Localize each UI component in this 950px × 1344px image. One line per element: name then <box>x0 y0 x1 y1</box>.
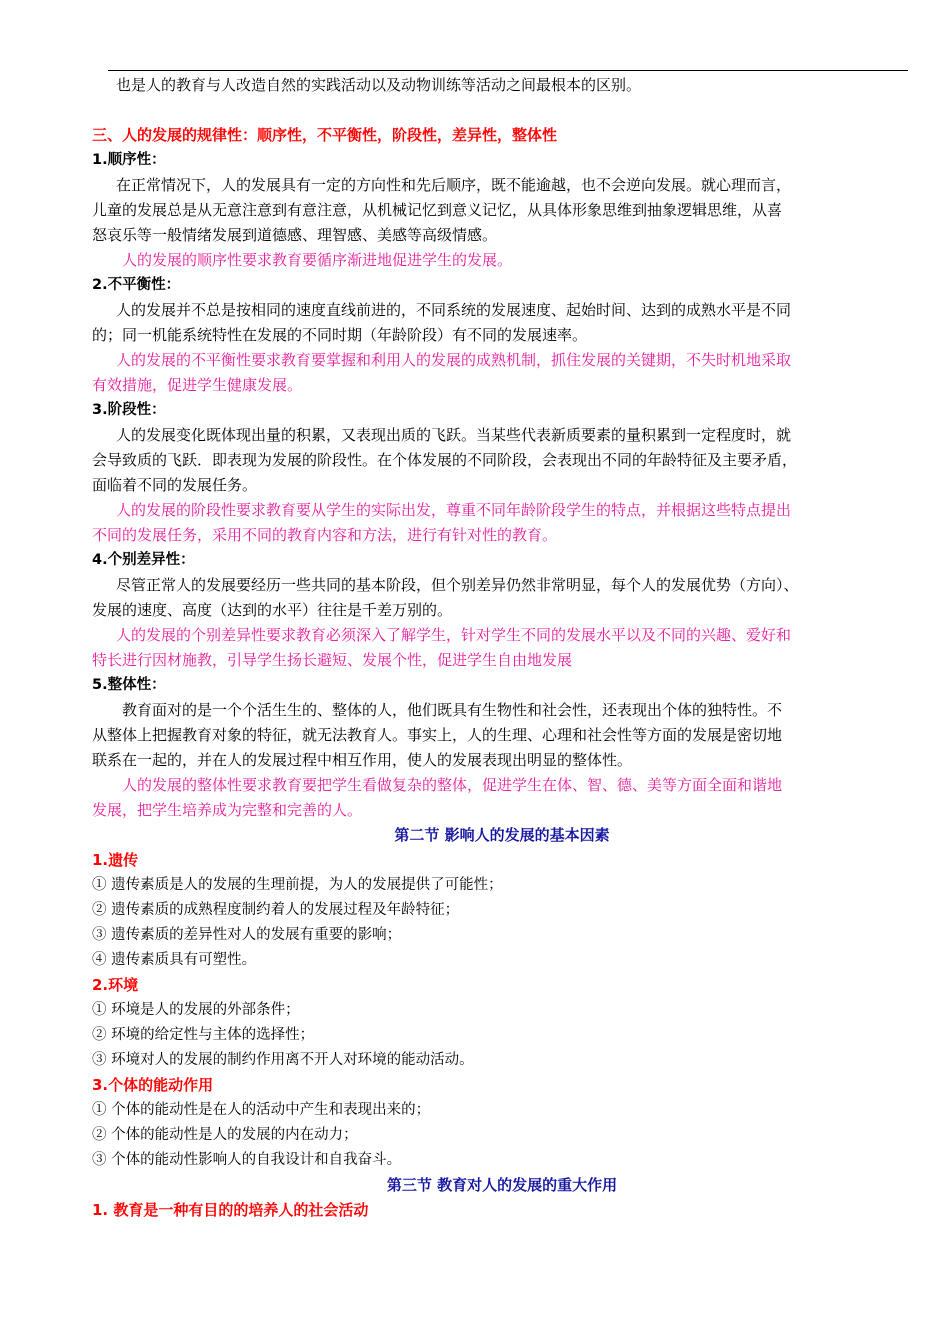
paragraph-line: 怒哀乐等一般情绪发展到道德感、理智感、美感等高级情感。 <box>92 226 498 244</box>
subheading-stage: 3.阶段性： <box>92 402 166 418</box>
education-requirement: 有效措施，促进学生健康发展。 <box>92 376 303 394</box>
paragraph-line: 从整体上把握教育对象的特征，就无法教育人。事实上，人的生理、心理和社会性等方面的发展是密切地 <box>92 726 783 744</box>
section-title: 第三节 教育对人的发展的重大作用 <box>386 1176 618 1194</box>
section-title: 第二节 影响人的发展的基本因素 <box>394 826 610 844</box>
education-requirement: 人的发展的个别差异性要求教育必须深入了解学生，针对学生不同的发展水平以及不同的兴趣、爱好和 <box>116 626 792 644</box>
paragraph-line: 人的发展并不总是按相同的速度直线前进的，不同系统的发展速度、起始时间、达到的成熟水平是不同 <box>116 301 792 319</box>
list-item: ① 环境是人的发展的外部条件； <box>92 1002 300 1018</box>
header-rule <box>108 70 908 71</box>
factor-heading-agency: 3.个体的能动作用 <box>92 1076 214 1094</box>
education-requirement: 不同的发展任务，采用不同的教育内容和方法，进行有针对性的教育。 <box>92 526 558 544</box>
education-requirement: 人的发展的阶段性要求教育要从学生的实际出发，尊重不同年龄阶段学生的特点，并根据这些特点提出 <box>116 501 792 519</box>
list-item: ② 环境的给定性与主体的选择性； <box>92 1027 315 1043</box>
education-requirement: 人的发展的整体性要求教育要把学生看做复杂的整体，促进学生在体、智、德、美等方面全面和谐地 <box>122 776 783 794</box>
subheading-order: 1.顺序性： <box>92 152 166 168</box>
education-role-heading: 1. 教育是一种有目的的培养人的社会活动 <box>92 1201 369 1219</box>
law-heading: 三、人的发展的规律性：顺序性，不平衡性，阶段性，差异性，整体性 <box>92 126 558 144</box>
education-requirement: 特长进行因材施教，引导学生扬长避短、发展个性，促进学生自由地发展 <box>92 651 573 669</box>
list-item: ④ 遗传素质具有可塑性。 <box>92 952 257 968</box>
list-item: ③ 遗传素质的差异性对人的发展有重要的影响； <box>92 927 402 943</box>
subheading-wholeness: 5.整体性： <box>92 677 166 693</box>
paragraph-line: 的；同一机能系统特性在发展的不同时期（年龄阶段）有不同的发展速率。 <box>92 326 588 344</box>
paragraph-line: 面临着不同的发展任务。 <box>92 476 258 494</box>
paragraph-line: 教育面对的是一个个活生生的、整体的人，他们既具有生物性和社会性，还表现出个体的独特性。不 <box>122 701 783 719</box>
factor-heading-environment: 2.环境 <box>92 976 139 994</box>
list-item: ① 个体的能动性是在人的活动中产生和表现出来的； <box>92 1102 431 1118</box>
education-requirement: 人的发展的不平衡性要求教育要掌握和利用人的发展的成熟机制，抓住发展的关键期，不失时机地采取 <box>116 351 792 369</box>
paragraph-line: 也是人的教育与人改造自然的实践活动以及动物训练等活动之间最根本的区别。 <box>116 76 642 94</box>
paragraph-line: 尽管正常人的发展要经历一些共同的基本阶段，但个别差异仍然非常明显，每个人的发展优势（方向）、 <box>116 576 799 594</box>
paragraph-line: 人的发展变化既体现出量的积累，又表现出质的飞跃。当某些代表新质要素的量积累到一定程度时，就 <box>116 426 792 444</box>
paragraph-line: 儿童的发展总是从无意注意到有意注意，从机械记忆到意义记忆，从具体形象思维到抽象逻辑思维，从喜 <box>92 201 783 219</box>
paragraph-line: 联系在一起的，并在人的发展过程中相互作用，使人的发展表现出明显的整体性。 <box>92 751 633 769</box>
education-requirement: 发展，把学生培养成为完整和完善的人。 <box>92 801 363 819</box>
list-item: ② 遗传素质的成熟程度制约着人的发展过程及年龄特征； <box>92 902 460 918</box>
paragraph-line: 会导致质的飞跃．即表现为发展的阶段性。在个体发展的不同阶段，会表现出不同的年龄特征及主要矛盾， <box>92 451 798 469</box>
education-requirement: 人的发展的顺序性要求教育要循序渐进地促进学生的发展。 <box>122 251 513 269</box>
subheading-imbalance: 2.不平衡性： <box>92 277 181 293</box>
paragraph-line: 在正常情况下，人的发展具有一定的方向性和先后顺序，既不能逾越，也不会逆向发展。就心理而言， <box>116 176 792 194</box>
list-item: ① 遗传素质是人的发展的生理前提，为人的发展提供了可能性； <box>92 877 503 893</box>
paragraph-line: 发展的速度、高度（达到的水平）往往是千差万别的。 <box>92 601 453 619</box>
list-item: ③ 个体的能动性影响人的自我设计和自我奋斗。 <box>92 1152 402 1168</box>
list-item: ③ 环境对人的发展的制约作用离不开人对环境的能动活动。 <box>92 1052 474 1068</box>
list-item: ② 个体的能动性是人的发展的内在动力； <box>92 1127 358 1143</box>
subheading-difference: 4.个别差异性： <box>92 552 195 568</box>
factor-heading-heredity: 1.遗传 <box>92 851 139 869</box>
